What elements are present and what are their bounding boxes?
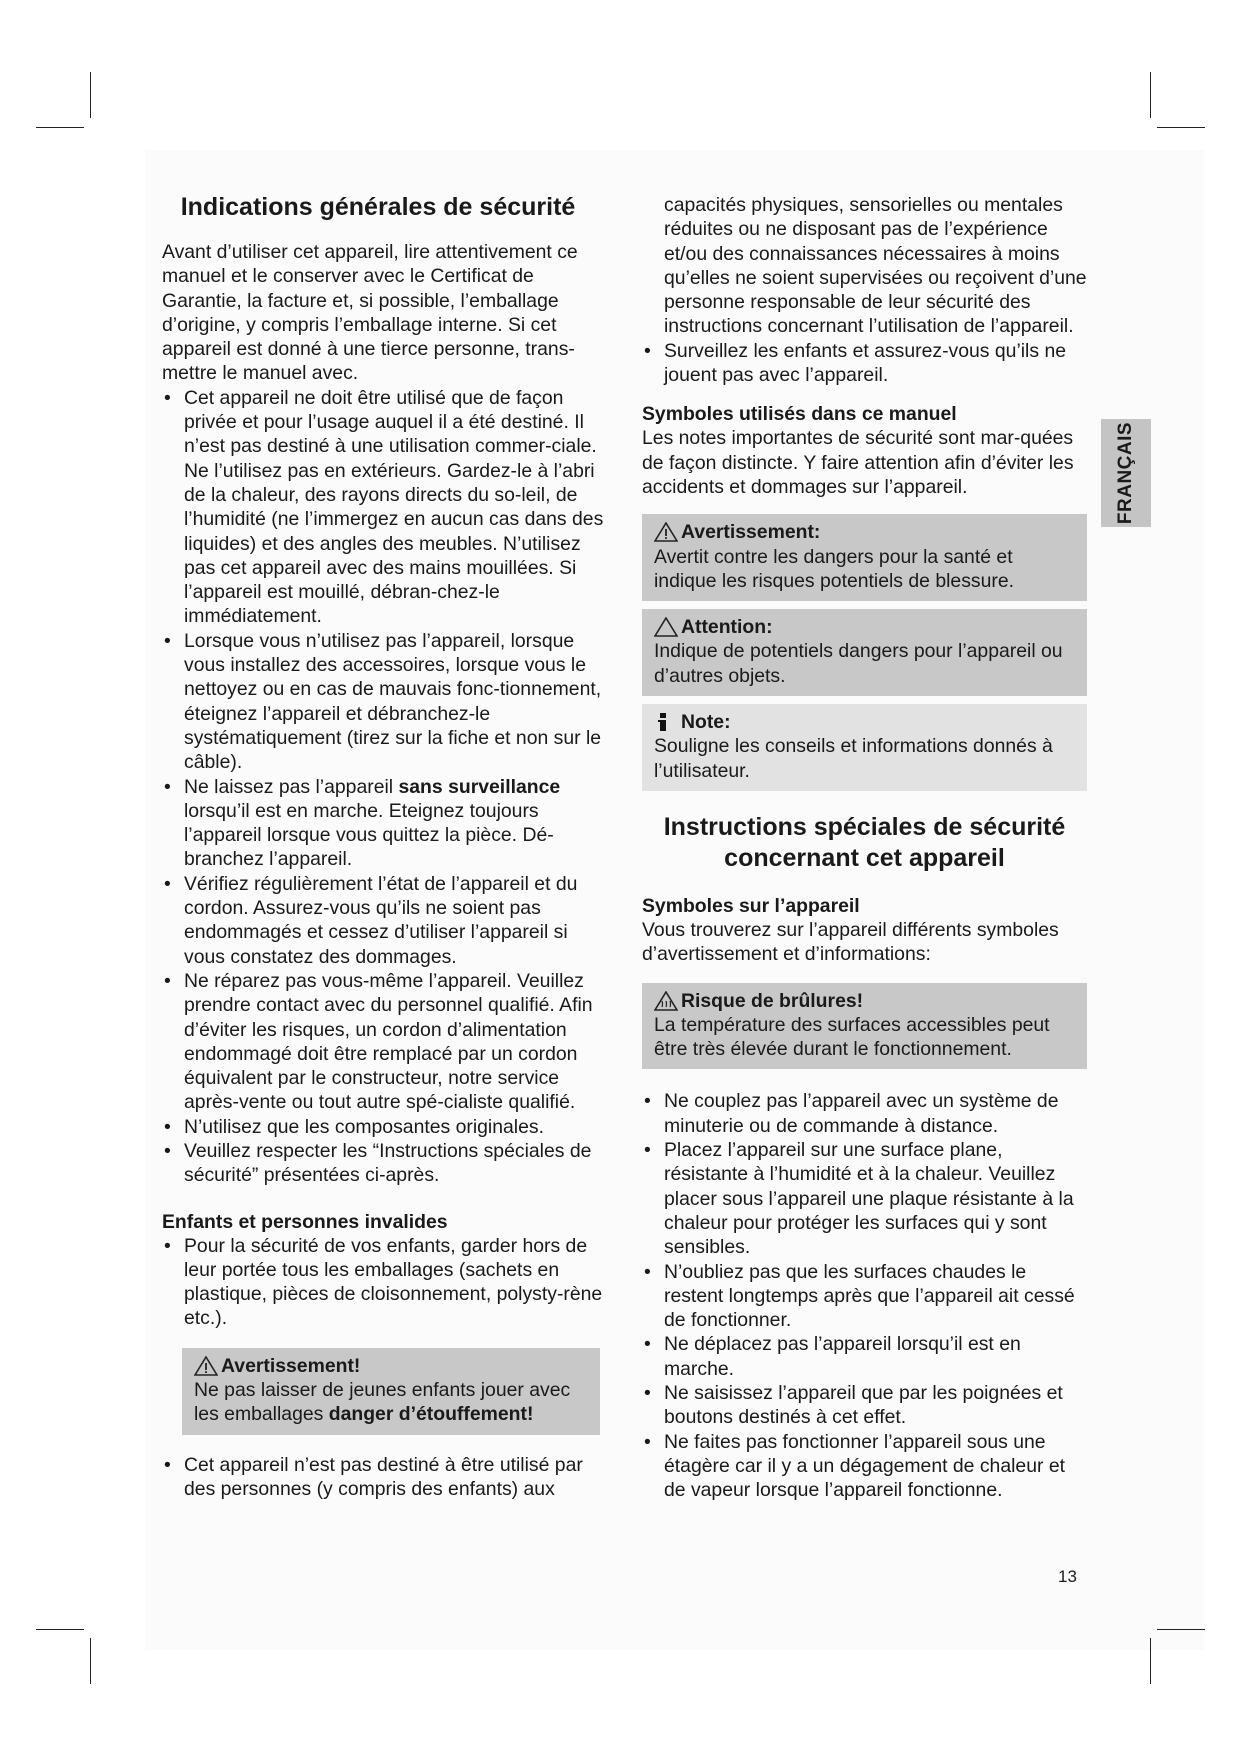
list-item: • Ne faites pas fonctionner l’appareil sous une étagère car il y a un dégagement de chaleur et de vapeur lorsque l’appareil fonctionne. (642, 1430, 1087, 1503)
crop-mark-bottom-left-v (90, 1638, 91, 1684)
unattended-bold: sans surveillance (398, 775, 561, 798)
burn-text: La température des surfaces accessibles peut être très élevée durant le fonctionnement. (654, 1013, 1050, 1061)
kids-list (642, 339, 1087, 388)
language-tab (1101, 419, 1151, 527)
list-item: • Vérifiez régulièrement l’état de l’appareil et du cordon. Assurez-vous qu’ils ne soient pas endommagés et cessez d’utiliser l’appareil si vous constatez des dommages. (162, 872, 604, 969)
right-column (642, 193, 1087, 1502)
list-item: • Surveillez les enfants et assurez-vous qu’ils ne jouent pas avec l’appareil. (642, 339, 1087, 388)
general-safety-title: Indications générales de sécurité (180, 193, 576, 221)
attention-box (642, 609, 1087, 696)
warning-title: Avertissement! (221, 1354, 361, 1377)
list-item: • Ne couplez pas l’appareil avec un système de minuterie ou de commande à distance. (642, 1089, 1087, 1138)
children-list (162, 1234, 604, 1331)
continued-paragraph: capacités physiques, sensorielles ou mentales réduites ou ne disposant pas de l’expérience et/ou des connaissances nécessaires à moins qu’elles ne soient supervisées ou reçoivent d’une personne responsable de leur sécurité des instructions concernant l’utilisation de l’appareil. (664, 194, 1087, 338)
warning-title-row (194, 1354, 588, 1378)
crop-mark-bottom-right-h (1157, 1629, 1205, 1630)
crop-mark-bottom-left-h (36, 1629, 84, 1630)
left-column (162, 192, 604, 1501)
special-instructions-title: Instructions spéciales de sécurité concernant cet appareil (663, 812, 1066, 872)
list-item (162, 386, 604, 629)
attention-text: Indique de potentiels dangers pour l’appareil ou d’autres objets. (654, 640, 1063, 687)
device-symbols-text: Vous trouverez sur l’appareil différents symboles d’avertissement et d’informations: (642, 918, 1059, 966)
warning-triangle-icon (654, 522, 678, 542)
intro-paragraph: Avant d’utiliser cet appareil, lire attentivement ce manuel et le conserver avec le Certificat de Garantie, la facture et, si possible, l’emballage d’origine, y compris l’emballage interne. Si cet appareil est donné à une tierce personne, trans-mettre le manuel avec. (162, 241, 578, 385)
hot-surface-icon (654, 991, 678, 1011)
list-item: • N’oubliez pas que les surfaces chaudes le restent longtemps après que l’appareil ait cessé de fonctionner. (642, 1260, 1087, 1333)
warning-triangle-icon (194, 1356, 218, 1376)
note-title-row (654, 710, 1075, 734)
list-item: • Ne réparez pas vous-même l’appareil. Veuillez prendre contact avec du personnel qualifié. Afin d’éviter les risques, un cordon d’alimentation endommagé doit être remplacé par un cordon équivalent par le constructeur, notre service après-vente ou tout autre spé-cialiste qualifié. (162, 969, 604, 1115)
general-safety-list (162, 386, 604, 1188)
list-item: • Ne saisissez l’appareil que par les poignées et boutons destinés à cet effet. (642, 1381, 1087, 1430)
info-icon (654, 712, 674, 732)
list-item: • Placez l’appareil sur une surface plane, résistante à l’humidité et à la chaleur. Veuillez placer sous l’appareil une plaque résistante à la chaleur pour protéger les surfaces qui y sont sensibles. (642, 1138, 1087, 1259)
bullet-outdoor: Ne l’utilisez pas en extérieurs. Gardez-le à l’abri de la chaleur, des rayons directs du so-leil, de l’humidité (ne l’immergez en aucun cas dans des liquides) et des angles des meubles. N’utilisez pas cet appareil avec des mains mouillées. Si l’appareil est mouillé, débran-chez-le immédiatement. (184, 459, 604, 628)
symbols-heading: Symboles utilisés dans ce manuel (642, 403, 957, 426)
note-text: Souligne les conseils et informations donnés à l’utilisateur. (654, 735, 1053, 782)
warning-text: Avertit contre les dangers pour la santé et indique les risques potentiels de blessure. (654, 545, 1015, 592)
crop-mark-bottom-right-v (1150, 1638, 1151, 1684)
language-tab-label: FRANÇAIS (1115, 421, 1136, 525)
children-warning-box (182, 1348, 600, 1435)
burn-title: Risque de brûlures! (681, 989, 864, 1012)
warning-title: Avertissement: (681, 521, 821, 544)
crop-mark-top-left-h (36, 127, 84, 128)
list-item: • Pour la sécurité de vos enfants, garder hors de leur portée tous les emballages (sachets en plastique, pièces de cloisonnement, polysty-rène etc.). (162, 1234, 604, 1331)
crop-mark-top-right-v (1150, 72, 1151, 118)
list-item: • Ne laissez pas l’appareil sans surveillance lorsqu’il est en marche. Eteignez toujours l’appareil lorsque vous quittez la pièce. Dé-branchez l’appareil. (162, 775, 604, 872)
device-symbols-heading: Symboles sur l’appareil (642, 894, 860, 917)
list-item: • Ne déplacez pas l’appareil lorsqu’il est en marche. (642, 1332, 1087, 1381)
list-item: • Veuillez respecter les “Instructions spéciales de sécurité” présentées ci-après. (162, 1139, 604, 1188)
list-item: • Lorsque vous n’utilisez pas l’appareil, lorsque vous installez des accessoires, lorsque vous le nettoyez ou en cas de mauvais fonc-tionnement, éteignez l’appareil et débranchez-le systématiquement (tirez sur la fiche et non sur le câble). (162, 629, 604, 775)
list-item: • Cet appareil n’est pas destiné à être utilisé par des personnes (y compris des enfants) aux (162, 1453, 604, 1502)
list-item: • N’utilisez que les composantes originales. (162, 1115, 604, 1139)
crop-mark-top-right-h (1157, 127, 1205, 128)
children-heading: Enfants et personnes invalides (162, 1210, 448, 1233)
symbols-text: Les notes importantes de sécurité sont mar-quées de façon distincte. Y faire attention afin d’éviter les accidents et dommages sur l’appareil. (642, 427, 1074, 498)
burn-warning-box (642, 983, 1087, 1070)
burn-title-row (654, 989, 1075, 1013)
crop-mark-top-left-v (90, 72, 91, 118)
note-title: Note: (681, 711, 731, 734)
page-number: 13 (1058, 1567, 1077, 1586)
last-list (162, 1453, 604, 1502)
warning-box (642, 514, 1087, 601)
warning-title-row (654, 520, 1075, 544)
special-safety-list (642, 1089, 1087, 1502)
attention-title: Attention: (681, 616, 773, 639)
attention-title-row (654, 615, 1075, 639)
note-box (642, 704, 1087, 791)
bullet-private-use: Cet appareil ne doit être utilisé que de façon privée et pour l’usage auquel il a été destiné. Il n’est pas destiné à une utilisation commer-ciale. (184, 386, 597, 458)
warning-text: Ne pas laisser de jeunes enfants jouer avec les emballages danger d’étouffement! (194, 1379, 571, 1426)
attention-triangle-icon (654, 617, 678, 637)
